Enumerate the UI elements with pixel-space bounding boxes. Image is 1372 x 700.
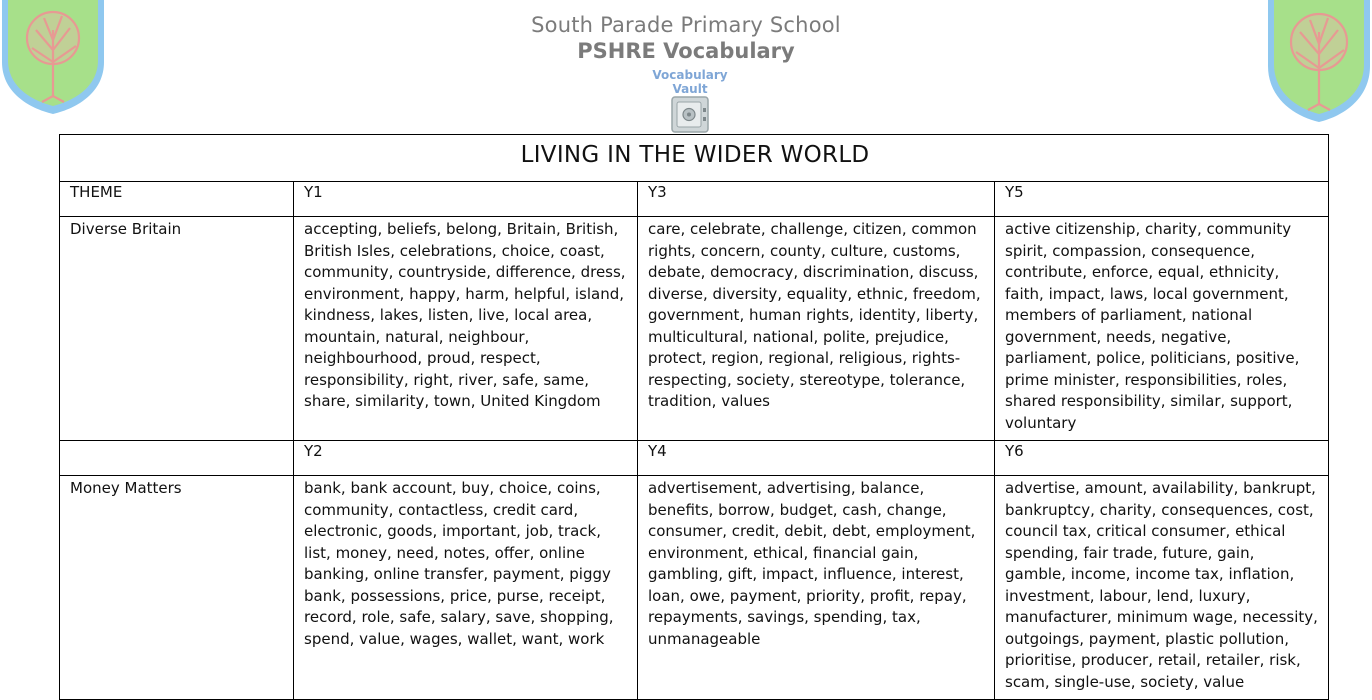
school-name: South Parade Primary School <box>531 13 841 37</box>
header-theme: THEME <box>60 182 294 217</box>
table-header-row <box>60 182 1329 217</box>
table-header-row <box>60 441 1329 476</box>
table-row <box>60 217 1329 441</box>
header-y4: Y4 <box>638 441 995 476</box>
vocab-cell-y4: advertisement, advertising, balance, benefits, borrow, budget, cash, change, consumer, credit, debit, debt, employment, environment, ethical, financial gain, gambling, gift, impact, influence, interest, loan, owe, payment, priority, profit, repay, repayments, savings, spending, tax, unmanageable <box>638 476 995 700</box>
vault-safe-icon <box>670 96 710 134</box>
vocabulary-vault-label: Vocabulary Vault <box>652 68 728 96</box>
header-blank <box>60 441 294 476</box>
table-title-row <box>60 135 1329 182</box>
header-y2: Y2 <box>294 441 638 476</box>
header-y5: Y5 <box>995 182 1329 217</box>
vocabulary-table <box>59 134 1329 700</box>
vocab-cell-y1: accepting, beliefs, belong, Britain, British, British Isles, celebrations, choice, coast, community, countryside, difference, dress, environment, happy, harm, helpful, island, kindness, lakes, listen, live, local area, mountain, natural, neighbour, neighbourhood, proud, respect, responsibility, right, river, safe, same, share, similarity, town, United Kingdom <box>294 217 638 441</box>
header-y6: Y6 <box>995 441 1329 476</box>
vocab-cell-y5: active citizenship, charity, community spirit, compassion, consequence, contribute, enforce, equal, ethnicity, faith, impact, laws, local government, members of parliament, national government, needs, negative, parliament, police, politicians, positive, prime minister, responsibilities, roles, shared responsibility, similar, support, voluntary <box>995 217 1329 441</box>
table-row <box>60 476 1329 700</box>
header-y3: Y3 <box>638 182 995 217</box>
vocab-cell-y3: care, celebrate, challenge, citizen, common rights, concern, county, culture, customs, debate, democracy, discrimination, discuss, diverse, diversity, equality, ethnic, freedom, government, human rights, identity, liberty, multicultural, national, polite, prejudice, protect, region, regional, religious, rights-respecting, society, stereotype, tolerance, tradition, values <box>638 217 995 441</box>
table-title: LIVING IN THE WIDER WORLD <box>60 135 1329 182</box>
header-y1: Y1 <box>294 182 638 217</box>
vocab-cell-y2: bank, bank account, buy, choice, coins, community, contactless, credit card, electronic, goods, important, job, track, list, money, need, notes, offer, online banking, online transfer, payment, piggy bank, possessions, price, purse, receipt, record, role, safe, salary, save, shopping, spend, value, wages, wallet, want, work <box>294 476 638 700</box>
vocab-cell-y6: advertise, amount, availability, bankrupt, bankruptcy, charity, consequences, cost, council tax, critical consumer, ethical spending, fair trade, future, gain, gamble, income, income tax, inflation, investment, labour, lend, luxury, manufacturer, minimum wage, necessity, outgoings, payment, plastic pollution, prioritise, producer, retail, retailer, risk, scam, single-use, society, value <box>995 476 1329 700</box>
theme-cell: Money Matters <box>60 476 294 700</box>
theme-cell: Diverse Britain <box>60 217 294 441</box>
page-subtitle: PSHRE Vocabulary <box>577 39 795 63</box>
